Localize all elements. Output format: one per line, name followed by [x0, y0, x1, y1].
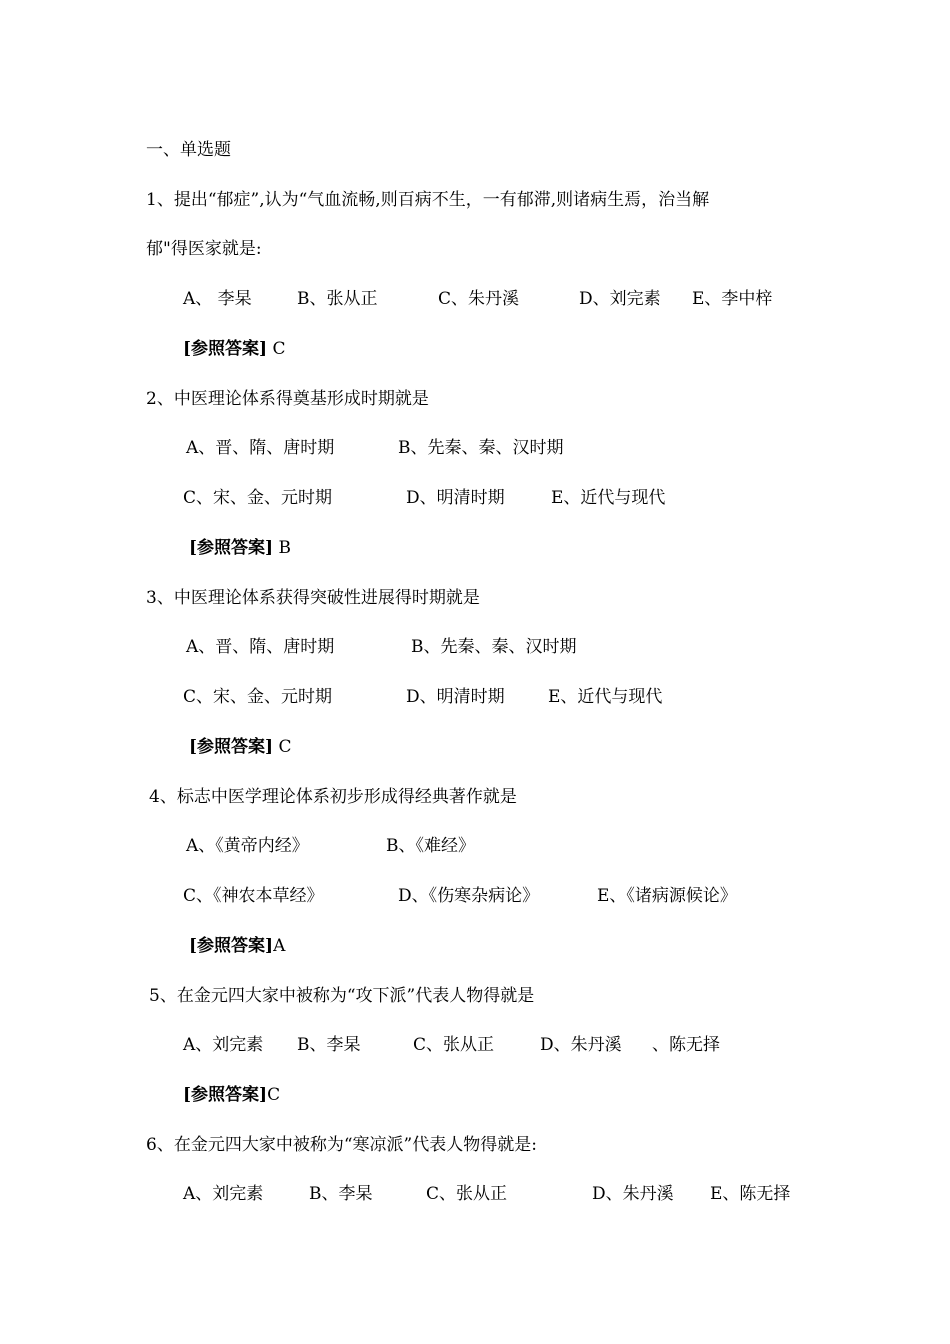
question-1-option-e: E、李中梓	[692, 289, 773, 309]
question-5-option-a: A、刘完素	[183, 1035, 264, 1055]
question-3-option-a: A、晋、隋、唐时期	[186, 637, 335, 657]
question-1-option-c: C、朱丹溪	[438, 289, 520, 309]
question-6-option-d: D、朱丹溪	[592, 1184, 674, 1204]
question-3-option-b: B、先秦、秦、汉时期	[411, 637, 577, 657]
question-3-option-d: D、明清时期	[406, 687, 505, 707]
question-6-option-a: A、刘完素	[183, 1184, 264, 1204]
question-4-answer	[189, 935, 285, 957]
question-6-option-b: B、李杲	[309, 1184, 373, 1204]
question-3-stem: 3、中医理论体系获得突破性进展得时期就是	[146, 588, 480, 608]
question-3-option-e: E、近代与现代	[548, 687, 663, 707]
question-5-option-e: 、陈无择	[652, 1035, 720, 1055]
answer-label: [参照答案]	[189, 538, 274, 558]
answer-label: [参照答案]	[183, 1085, 268, 1105]
answer-label: [参照答案]	[183, 339, 268, 359]
question-2-answer	[189, 537, 291, 559]
question-3-option-c: C、宋、金、元时期	[183, 687, 333, 707]
question-5-stem: 5、在金元四大家中被称为“攻下派”代表人物得就是	[149, 986, 535, 1006]
answer-value: A	[273, 936, 286, 956]
question-1-stem-line-1: 1、提出“郁症”,认为“气血流畅,则百病不生，一有郁滞,则诸病生焉，治当解	[146, 190, 710, 210]
question-4-stem: 4、标志中医学理论体系初步形成得经典著作就是	[149, 787, 517, 807]
answer-value: B	[278, 538, 291, 558]
question-1-answer	[183, 338, 286, 360]
question-1-option-a: A、 李杲	[183, 289, 252, 309]
question-1-option-d: D、刘完素	[579, 289, 661, 309]
question-5-option-c: C、张从正	[413, 1035, 495, 1055]
question-1-stem-line-2: 郁"得医家就是:	[146, 239, 262, 259]
question-6-option-e: E、陈无择	[710, 1184, 791, 1204]
answer-label: [参照答案]	[189, 936, 274, 956]
answer-value: C	[267, 1085, 281, 1105]
question-4-option-e: E、《诸病源候论》	[597, 886, 737, 906]
question-2-option-e: E、近代与现代	[551, 488, 666, 508]
question-5-option-d: D、朱丹溪	[540, 1035, 622, 1055]
question-6-stem: 6、在金元四大家中被称为“寒凉派”代表人物得就是:	[146, 1135, 537, 1155]
question-5-option-b: B、李杲	[297, 1035, 361, 1055]
answer-label: [参照答案]	[189, 737, 274, 757]
question-3-answer	[189, 736, 292, 758]
question-4-option-a: A、《黄帝内经》	[186, 836, 309, 856]
answer-value: C	[278, 737, 292, 757]
section-title: 一、单选题	[146, 140, 231, 160]
question-2-option-c: C、宋、金、元时期	[183, 488, 333, 508]
question-1-option-b: B、张从正	[297, 289, 378, 309]
question-2-option-b: B、先秦、秦、汉时期	[398, 438, 564, 458]
question-6-option-c: C、张从正	[426, 1184, 508, 1204]
question-2-option-a: A、晋、隋、唐时期	[186, 438, 335, 458]
question-4-option-c: C、《神农本草经》	[183, 886, 324, 906]
question-5-answer	[183, 1084, 280, 1106]
question-2-stem: 2、中医理论体系得奠基形成时期就是	[146, 389, 429, 409]
answer-value: C	[272, 339, 286, 359]
question-4-option-b: B、《难经》	[386, 836, 475, 856]
question-4-option-d: D、《伤寒杂病论》	[398, 886, 540, 906]
question-2-option-d: D、明清时期	[406, 488, 505, 508]
